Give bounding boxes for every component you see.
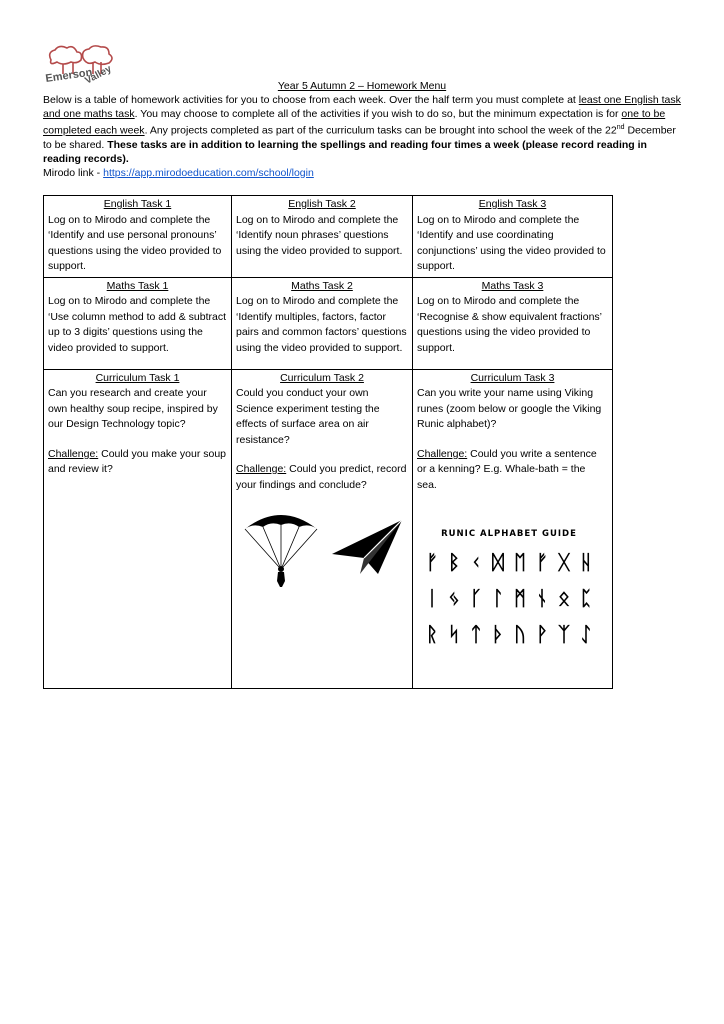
- rune: ᚠ: [536, 549, 548, 574]
- paper-plane-icon: [330, 518, 404, 578]
- rune: ᛚ: [492, 585, 504, 610]
- rune: ᚦ: [492, 621, 504, 646]
- homework-table: [43, 195, 613, 689]
- maths-task-1-cell: Maths Task 1 Log on to Mirodo and complete the ‘Use column method to add & subtract up to 3 digits’ questions using the video provided to support.: [44, 277, 232, 369]
- maths-task-3-cell: Maths Task 3 Log on to Mirodo and complete the ‘Recognise & show equivalent fractions’ questions using the video provided to support.: [413, 277, 613, 369]
- maths-row: [44, 277, 613, 369]
- curriculum-task-1-cell: Curriculum Task 1 Can you research and create your own healthy soup recipe, inspired by our Design Technology topic? Challenge: Could you make your soup and review it?: [44, 369, 232, 688]
- page-title: Year 5 Autumn 2 – Homework Menu: [277, 80, 447, 92]
- rune: ᛈ: [580, 585, 592, 610]
- curriculum-row: [44, 369, 613, 688]
- rune: ᚴ: [470, 585, 482, 610]
- intro-text: Below is a table of homework activities for you to choose from each week. Over the half term you must complete at least one English task and one maths task. You may choose to complete all of the activities if you wish to do so, but the minimum expectation is for one to be completed each week. Any projects completed as part of the curriculum tasks can be brought into school the week of the 22nd December to be shared. These tasks are in addition to learning the spellings and reading four times a week (please record reading in reading records). Mirodo link - https://app.mirodoeducation.com/school/login: [43, 94, 681, 179]
- rune: ᛋ: [448, 621, 460, 646]
- rune: ᚾ: [536, 585, 548, 610]
- rune: ᛃ: [448, 585, 460, 610]
- mirodo-link[interactable]: https://app.mirodoeducation.com/school/login: [103, 166, 314, 179]
- rune: ᛒ: [448, 549, 460, 574]
- rune: ᛏ: [470, 621, 482, 646]
- rune: ᚷ: [558, 549, 570, 574]
- english-task-1-cell: English Task 1 Log on to Mirodo and complete the ‘Identify and use personal pronouns’ questions using the video provided to support.: [44, 196, 232, 278]
- svg-text:Emerson: Emerson: [44, 66, 94, 85]
- rune: ᚺ: [580, 549, 592, 574]
- rune: ᚠ: [426, 549, 438, 574]
- english-task-3-cell: English Task 3 Log on to Mirodo and complete the ‘Identify and use coordinating conjunctions’ using the video provided to support.: [413, 196, 613, 278]
- english-task-2-cell: English Task 2 Log on to Mirodo and complete the ‘Identify noun phrases’ questions using the video provided to support.: [232, 196, 413, 278]
- curriculum-task-3-cell: Curriculum Task 3 Can you write your name using Viking runes (zoom below or google the Viking Runic alphabet)? Challenge: Could you write a sentence or a kenning? E.g. Whale-bath = the sea. RUNIC ALPHABET GUIDE ᚠ ᛒ ᚲ ᛞ ᛖ ᚠ ᚷ ᚺ ᛁ ᛃ ᚴ ᛚ ᛗ ᚾ ᛟ ᛈ ᚱ ᛋ ᛏ ᚦ ᚢ ᚹ ᛉ ᛇ: [413, 369, 613, 688]
- curriculum-task-2-cell: Curriculum Task 2 Could you conduct your own Science experiment testing the effects of surface area on air resistance? Challenge: Could you predict, record your findings and conclude?: [232, 369, 413, 688]
- rune: ᚱ: [426, 621, 438, 646]
- rune: ᚢ: [514, 621, 526, 646]
- rune: ᚹ: [536, 621, 548, 646]
- rune: ᛟ: [558, 585, 570, 610]
- runic-alphabet-guide: [423, 527, 595, 645]
- rune: ᛉ: [558, 621, 570, 646]
- english-row: [44, 196, 613, 278]
- mirodo-link-label: Mirodo link -: [43, 166, 104, 179]
- rune: ᛖ: [514, 549, 526, 574]
- rune: ᛇ: [580, 621, 592, 646]
- svg-text:Valley: Valley: [83, 63, 114, 87]
- maths-task-2-cell: Maths Task 2 Log on to Mirodo and complete the ‘Identify multiples, factors, factor pairs and common factors’ questions using the video provided to support.: [232, 277, 413, 369]
- rune: ᛞ: [492, 549, 504, 574]
- runic-guide-title: RUNIC ALPHABET GUIDE: [441, 529, 577, 539]
- parachute-icon: [241, 507, 321, 589]
- rune: ᛗ: [514, 585, 526, 610]
- rune: ᚲ: [470, 549, 482, 574]
- rune: ᛁ: [426, 585, 438, 610]
